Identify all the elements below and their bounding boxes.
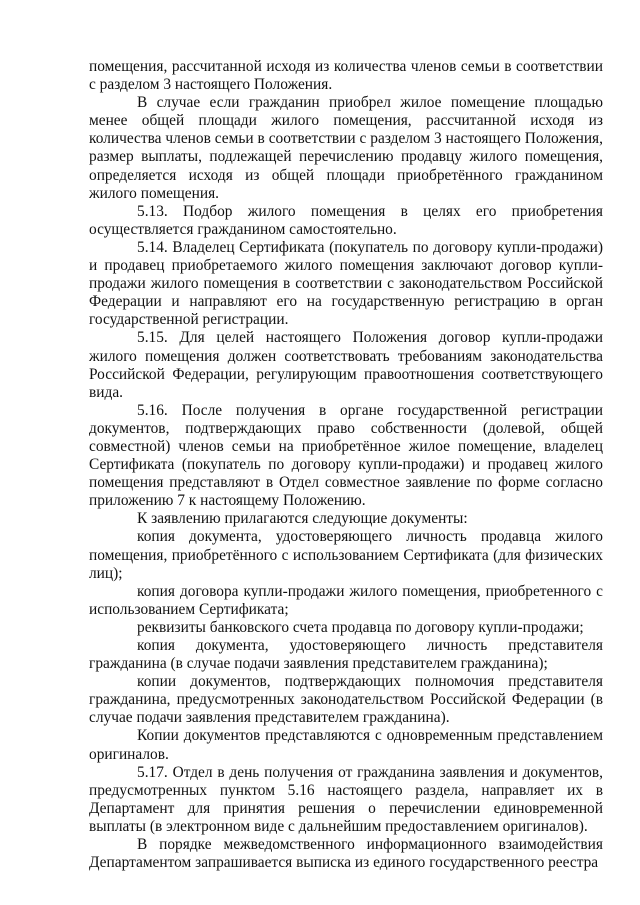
paragraph-5-17: 5.17. Отдел в день получения от гражданина заявления и документов, предусмотренных пунктом 5.16 настоящего раздела, направляет их в Департамент для принятия решения о перечислении единовременной выплаты (в электронном виде с дальнейшим предоставлением оригиналов). (89, 763, 603, 835)
paragraph-originals: Копии документов представляются с одновременным представлением оригиналов. (89, 727, 603, 763)
paragraph-interagency-request: В порядке межведомственного информационного взаимодействия Департаментом запрашивается выписка из единого государственного реестра (89, 836, 603, 872)
list-item-bank-details: реквизиты банковского счета продавца по договору купли-продажи; (137, 618, 584, 636)
paragraph-5-13: 5.13. Подбор жилого помещения в целях его приобретения осуществляется гражданином самостоятельно. (89, 202, 603, 238)
paragraph-reduced-area: В случае если гражданин приобрел жилое помещение площадью менее общей площади жилого помещения, рассчитанной исходя из количества членов семьи в соответствии с разделом 3 настоящего Положения, размер выплаты, подлежащей перечислению продавцу жилого помещения, определяется исходя из общей площади приобретённого гражданином жилого помещения. (89, 94, 603, 202)
document-body (89, 58, 603, 872)
paragraph-attachments-intro: К заявлению прилагаются следующие документы: (137, 510, 468, 528)
paragraph-continuation: помещения, рассчитанной исходя из количества членов семьи в соответствии с разделом 3 настоящего Положения. (89, 58, 603, 94)
list-item-seller-id-copy: копия документа, удостоверяющего личность продавца жилого помещения, приобретённого с использованием Сертификата (для физических лиц); (89, 528, 603, 582)
list-item-representative-id-copy: копия документа, удостоверяющего личность представителя гражданина (в случае подачи заявления представителем гражданина); (89, 637, 603, 673)
paragraph-5-16: 5.16. После получения в органе государственной регистрации документов, подтверждающих право собственности (долевой, общей совместной) членов семьи на приобретённое жилое помещение, владелец Сертификата (покупатель по договору купли-продажи) и продавец жилого помещения представляют в Отдел совместное заявление по форме согласно приложению 7 к настоящему Положению. (89, 401, 603, 510)
list-item-representative-authority: копии документов, подтверждающих полномочия представителя гражданина, предусмотренных законодательством Российской Федерации (в случае подачи заявления представителем гражданина). (89, 673, 603, 727)
paragraph-5-14: 5.14. Владелец Сертификата (покупатель по договору купли-продажи) и продавец приобретаемого жилого помещения заключают договор купли-продажи жилого помещения в соответствии с законодательством Российской Федерации и направляют его на государственную регистрацию в орган государственной регистрации. (89, 238, 603, 329)
paragraph-5-15: 5.15. Для целей настоящего Положения договор купли-продажи жилого помещения должен соответствовать требованиям законодательства Российской Федерации, регулирующим правоотношения соответствующего вида. (89, 329, 603, 401)
list-item-contract-copy: копия договора купли-продажи жилого помещения, приобретенного с использованием Сертификата; (89, 582, 603, 618)
